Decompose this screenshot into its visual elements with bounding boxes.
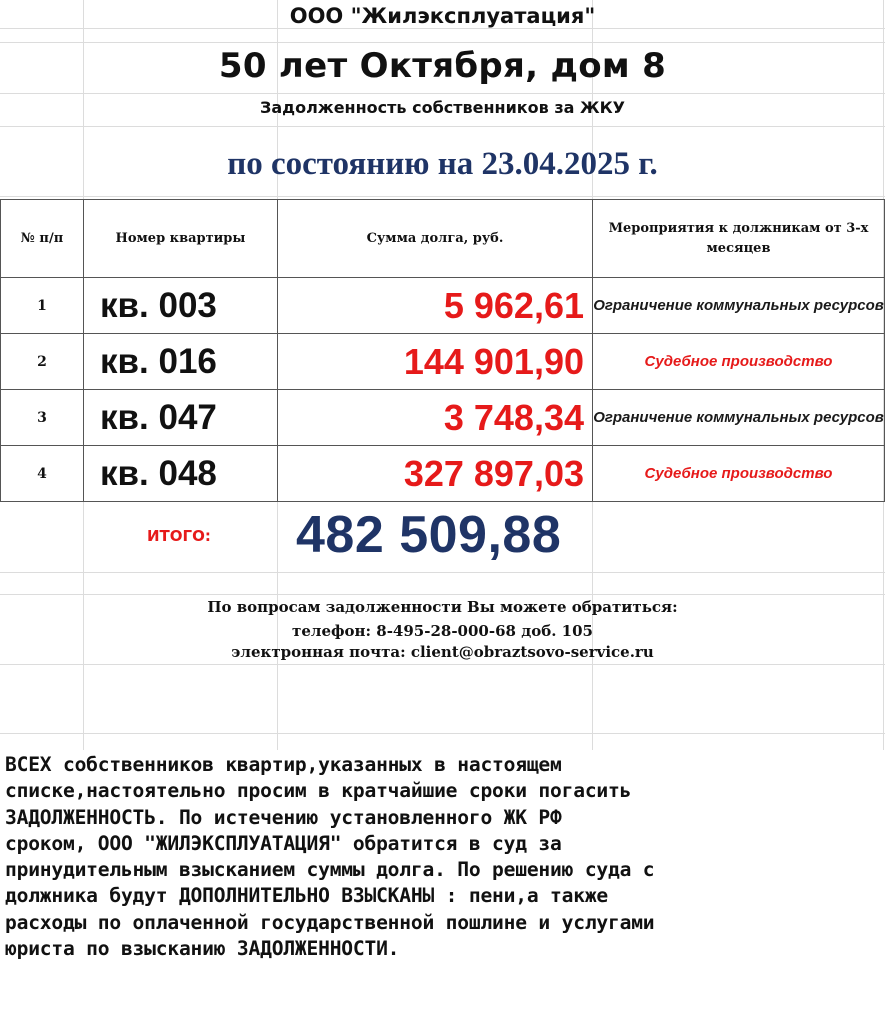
debt-measure: Судебное производство [593,446,885,502]
notice-line: списке,настоятельно просим в кратчайшие сроки погасить [5,779,632,803]
table-header-row [1,200,885,278]
column-header: Номер квартиры [84,200,278,278]
total-amount: 482 509,88 [296,506,562,564]
table-row [1,278,885,334]
table-row [1,390,885,446]
debt-amount: 3 748,34 [278,390,593,446]
as-of-date: по состоянию на 23.04.2025 г. [227,146,658,182]
debt-measure: Судебное производство [593,334,885,390]
contact-email: электронная почта: client@obraztsovo-service.ru [231,643,654,661]
apartment-number: кв. 047 [84,390,278,446]
total-label: ИТОГО: [147,527,211,545]
debt-amount: 144 901,90 [278,334,593,390]
building-address: 50 лет Октября, дом 8 [218,46,667,86]
notice-line: юриста по взысканию ЗАДОЛЖЕННОСТИ. [5,937,400,961]
apartment-number: кв. 016 [84,334,278,390]
gridline [0,28,885,29]
gridline [0,93,885,94]
notice-line: должника будут ДОПОЛНИТЕЛЬНО ВЗЫСКАНЫ : пени,а также [5,884,609,908]
gridline [0,126,885,127]
row-index: 2 [1,334,84,390]
gridline [0,733,885,734]
debt-measure: Ограничение коммунальных ресурсов [593,278,885,334]
notice-line: расходы по оплаченной государственной пошлине и услугами [5,910,655,934]
column-header: Мероприятия к должникам от 3-х месяцев [593,200,885,278]
apartment-number: кв. 048 [84,446,278,502]
debt-amount: 5 962,61 [278,278,593,334]
column-header: № п/п [1,200,84,278]
notice-line: ВСЕХ собственников квартир,указанных в настоящем [5,753,562,776]
table-row [1,446,885,502]
notice-line: ЗАДОЛЖЕННОСТЬ. По истечению установленного ЖК РФ [5,805,562,829]
debt-table [0,199,885,502]
gridline [0,572,885,573]
notice-line: принудительным взысканием суммы долга. По решению суда с [5,858,655,882]
company-name: ООО "Жилэксплуатация" [289,4,596,28]
gridline [0,196,885,197]
table-row [1,334,885,390]
row-index: 3 [1,390,84,446]
document-subtitle: Задолженность собственников за ЖКУ [259,98,626,117]
gridline [0,594,885,595]
contact-phone: телефон: 8-495-28-000-68 доб. 105 [292,622,593,640]
debt-amount: 327 897,03 [278,446,593,502]
row-index: 4 [1,446,84,502]
row-index: 1 [1,278,84,334]
gridline [0,664,885,665]
debt-notice [5,752,880,962]
debt-measure: Ограничение коммунальных ресурсов [593,390,885,446]
column-header: Сумма долга, руб. [278,200,593,278]
gridline [0,42,885,43]
contact-intro: По вопросам задолженности Вы можете обратиться: [207,598,678,616]
notice-line: сроком, ООО "ЖИЛЭКСПЛУАТАЦИЯ" обратится в суд за [5,831,562,855]
apartment-number: кв. 003 [84,278,278,334]
